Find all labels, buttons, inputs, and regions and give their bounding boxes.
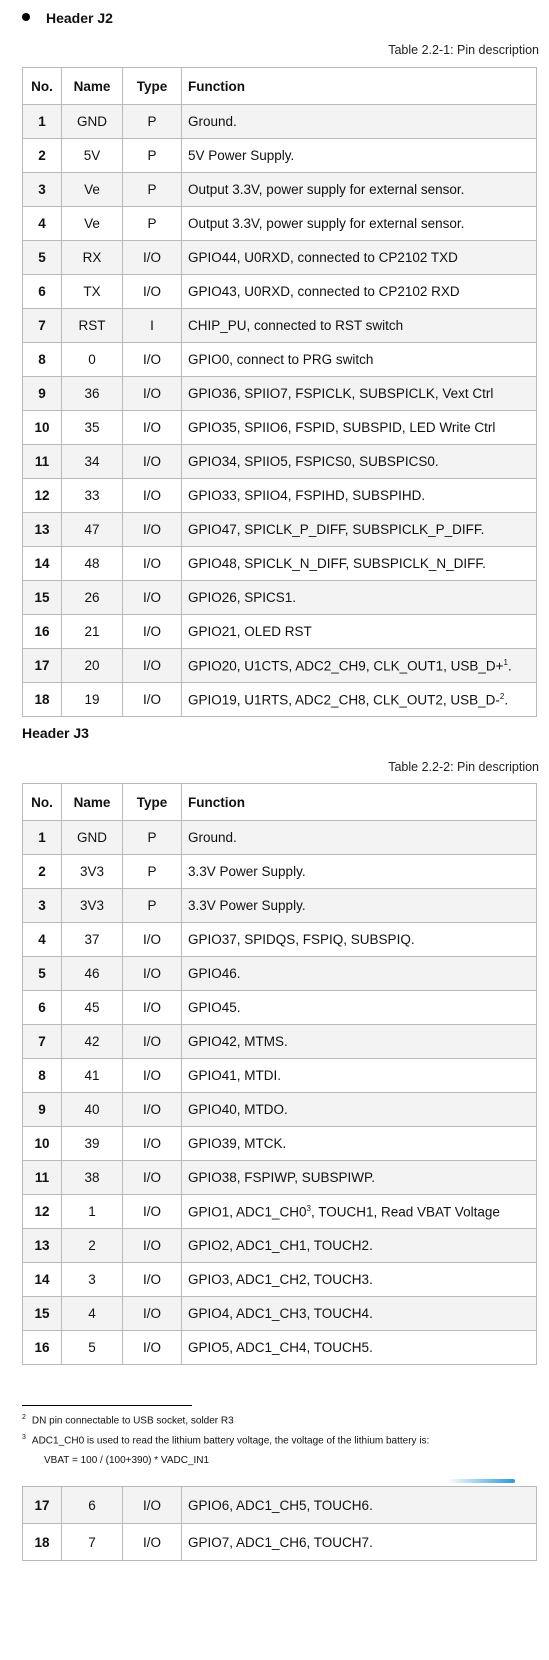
function-text: GPIO38, FSPIWP, SUBSPIWP. bbox=[188, 1170, 376, 1185]
function-text: GPIO2, ADC1_CH1, TOUCH2. bbox=[188, 1238, 373, 1253]
pin-function-cell bbox=[182, 479, 537, 513]
pin-type-cell: I/O bbox=[123, 1025, 182, 1059]
table-row bbox=[23, 855, 537, 889]
footnote-reference: 2 bbox=[499, 691, 505, 701]
pin-name-cell: 46 bbox=[62, 957, 123, 991]
column-header-no: No. bbox=[23, 68, 62, 105]
bullet-icon bbox=[22, 13, 30, 21]
pin-type-cell: I/O bbox=[123, 991, 182, 1025]
function-text: GPIO0, connect to PRG switch bbox=[188, 352, 374, 367]
function-text: GPIO4, ADC1_CH3, TOUCH4. bbox=[188, 1306, 373, 1321]
pin-type-cell: P bbox=[123, 889, 182, 923]
table-header-row bbox=[23, 68, 537, 105]
pin-type-cell: I/O bbox=[123, 343, 182, 377]
pin-name-cell: 1 bbox=[62, 1195, 123, 1229]
footnote-divider bbox=[22, 1405, 192, 1406]
table-row bbox=[23, 479, 537, 513]
pin-type-cell: P bbox=[123, 207, 182, 241]
table-row bbox=[23, 1524, 537, 1561]
footnote-2 bbox=[22, 1414, 234, 1426]
pin-function-cell bbox=[182, 309, 537, 343]
function-text: Output 3.3V, power supply for external sensor. bbox=[188, 216, 465, 231]
table-row bbox=[23, 139, 537, 173]
pin-name-cell: 5 bbox=[62, 1331, 123, 1365]
pin-function-cell bbox=[182, 377, 537, 411]
table-row bbox=[23, 411, 537, 445]
pin-type-cell: I/O bbox=[123, 1263, 182, 1297]
vbat-formula: VBAT = 100 / (100+390) * VADC_IN1 bbox=[44, 1455, 210, 1466]
function-text: GPIO48, SPICLK_N_DIFF, SUBSPICLK_N_DIFF. bbox=[188, 556, 486, 571]
function-text: GPIO33, SPIIO4, FSPIHD, SUBSPIHD. bbox=[188, 488, 426, 503]
pin-number-cell: 11 bbox=[23, 1161, 62, 1195]
pin-number-cell: 16 bbox=[23, 615, 62, 649]
pin-function-cell bbox=[182, 923, 537, 957]
pin-name-cell: 47 bbox=[62, 513, 123, 547]
pin-number-cell: 18 bbox=[23, 683, 62, 717]
pin-name-cell: RST bbox=[62, 309, 123, 343]
table-row bbox=[23, 1195, 537, 1229]
pin-name-cell: GND bbox=[62, 105, 123, 139]
pin-number-cell: 14 bbox=[23, 1263, 62, 1297]
pin-function-cell bbox=[182, 207, 537, 241]
footnote-reference: 3 bbox=[306, 1203, 311, 1213]
pin-function-cell bbox=[182, 615, 537, 649]
pin-type-cell: I/O bbox=[123, 411, 182, 445]
pin-type-cell: I/O bbox=[123, 377, 182, 411]
pin-type-cell: I/O bbox=[123, 1161, 182, 1195]
pin-function-cell bbox=[182, 547, 537, 581]
function-text: GPIO47, SPICLK_P_DIFF, SUBSPICLK_P_DIFF. bbox=[188, 522, 485, 537]
column-header-type: Type bbox=[123, 784, 182, 821]
column-header-name: Name bbox=[62, 68, 123, 105]
function-text: GPIO26, SPICS1. bbox=[188, 590, 297, 605]
pin-type-cell: P bbox=[123, 173, 182, 207]
table-row bbox=[23, 1263, 537, 1297]
pin-function-cell bbox=[182, 1229, 537, 1263]
pin-name-cell: 7 bbox=[62, 1524, 123, 1561]
pin-number-cell: 15 bbox=[23, 581, 62, 615]
pin-name-cell: 48 bbox=[62, 547, 123, 581]
table-row bbox=[23, 547, 537, 581]
pin-name-cell: 33 bbox=[62, 479, 123, 513]
pin-table-j3 bbox=[22, 783, 537, 1365]
table-row bbox=[23, 445, 537, 479]
table-row bbox=[23, 1025, 537, 1059]
function-text: Ground. bbox=[188, 830, 237, 845]
pin-type-cell: I/O bbox=[123, 1297, 182, 1331]
pin-type-cell: I/O bbox=[123, 1229, 182, 1263]
pin-name-cell: Ve bbox=[62, 207, 123, 241]
function-text: GPIO1, ADC1_CH0 bbox=[188, 1204, 307, 1220]
table-row bbox=[23, 821, 537, 855]
pin-name-cell: 2 bbox=[62, 1229, 123, 1263]
pin-table-j2 bbox=[22, 67, 537, 717]
pin-number-cell: 8 bbox=[23, 343, 62, 377]
pin-type-cell: I/O bbox=[123, 479, 182, 513]
function-text-suffix: , TOUCH1, Read VBAT Voltage bbox=[311, 1204, 500, 1220]
pin-number-cell: 14 bbox=[23, 547, 62, 581]
pin-number-cell: 7 bbox=[23, 309, 62, 343]
pin-number-cell: 2 bbox=[23, 855, 62, 889]
pin-name-cell: 36 bbox=[62, 377, 123, 411]
pin-type-cell: I/O bbox=[123, 1524, 182, 1561]
pin-function-cell bbox=[182, 1093, 537, 1127]
pin-name-cell: 19 bbox=[62, 683, 123, 717]
pin-number-cell: 18 bbox=[23, 1524, 62, 1561]
pin-name-cell: TX bbox=[62, 275, 123, 309]
table-row bbox=[23, 173, 537, 207]
pin-function-cell bbox=[182, 1059, 537, 1093]
footnote-mark: 3 bbox=[22, 1434, 26, 1441]
function-text: GPIO20, U1CTS, ADC2_CH9, CLK_OUT1, USB_D+ bbox=[188, 658, 504, 674]
footnote-3 bbox=[22, 1434, 429, 1446]
section-title-j2: Header J2 bbox=[46, 10, 113, 26]
pin-name-cell: 0 bbox=[62, 343, 123, 377]
table-row bbox=[23, 241, 537, 275]
column-header-function: Function bbox=[182, 784, 537, 821]
table-row bbox=[23, 513, 537, 547]
pin-type-cell: I/O bbox=[123, 513, 182, 547]
pin-name-cell: 42 bbox=[62, 1025, 123, 1059]
pin-type-cell: I/O bbox=[123, 241, 182, 275]
pin-type-cell: I/O bbox=[123, 1059, 182, 1093]
pin-number-cell: 11 bbox=[23, 445, 62, 479]
pin-number-cell: 12 bbox=[23, 1195, 62, 1229]
pin-type-cell: I/O bbox=[123, 923, 182, 957]
pin-name-cell: 39 bbox=[62, 1127, 123, 1161]
footnote-reference: 1 bbox=[503, 657, 508, 667]
function-text: GPIO37, SPIDQS, FSPIQ, SUBSPIQ. bbox=[188, 932, 415, 947]
pin-name-cell: 5V bbox=[62, 139, 123, 173]
pin-function-cell bbox=[182, 957, 537, 991]
pin-function-cell bbox=[182, 173, 537, 207]
pin-number-cell: 13 bbox=[23, 513, 62, 547]
function-text: GPIO7, ADC1_CH6, TOUCH7. bbox=[188, 1534, 373, 1550]
pin-function-cell bbox=[182, 683, 537, 717]
table-row bbox=[23, 1093, 537, 1127]
pin-name-cell: Ve bbox=[62, 173, 123, 207]
pin-type-cell: I/O bbox=[123, 275, 182, 309]
function-text: GPIO5, ADC1_CH4, TOUCH5. bbox=[188, 1340, 373, 1355]
table-row bbox=[23, 649, 537, 683]
pin-name-cell: 21 bbox=[62, 615, 123, 649]
pin-type-cell: I/O bbox=[123, 683, 182, 717]
table-row bbox=[23, 275, 537, 309]
pin-number-cell: 8 bbox=[23, 1059, 62, 1093]
function-text: GPIO43, U0RXD, connected to CP2102 RXD bbox=[188, 284, 460, 299]
pin-name-cell: 4 bbox=[62, 1297, 123, 1331]
table-row bbox=[23, 207, 537, 241]
pin-function-cell bbox=[182, 1025, 537, 1059]
table-row bbox=[23, 1161, 537, 1195]
pin-function-cell bbox=[182, 855, 537, 889]
pin-function-cell bbox=[182, 1297, 537, 1331]
pin-function-cell bbox=[182, 991, 537, 1025]
pin-name-cell: 35 bbox=[62, 411, 123, 445]
function-text: 3.3V Power Supply. bbox=[188, 898, 306, 913]
pin-function-cell bbox=[182, 1195, 537, 1229]
pin-type-cell: I/O bbox=[123, 957, 182, 991]
table-row bbox=[23, 1331, 537, 1365]
pin-number-cell: 4 bbox=[23, 207, 62, 241]
pin-name-cell: 26 bbox=[62, 581, 123, 615]
pin-function-cell bbox=[182, 581, 537, 615]
function-text: GPIO36, SPIIO7, FSPICLK, SUBSPICLK, Vext Ctrl bbox=[188, 386, 494, 401]
function-text: GPIO21, OLED RST bbox=[188, 624, 312, 639]
footnote-mark: 2 bbox=[22, 1414, 26, 1421]
function-text: GPIO40, MTDO. bbox=[188, 1102, 288, 1117]
column-header-type: Type bbox=[123, 68, 182, 105]
function-text-suffix: . bbox=[504, 692, 509, 708]
pin-name-cell: 6 bbox=[62, 1487, 123, 1524]
pin-number-cell: 10 bbox=[23, 411, 62, 445]
pin-name-cell: RX bbox=[62, 241, 123, 275]
pin-name-cell: 3 bbox=[62, 1263, 123, 1297]
table-row bbox=[23, 615, 537, 649]
table-row bbox=[23, 1297, 537, 1331]
table-row bbox=[23, 1127, 537, 1161]
pin-number-cell: 7 bbox=[23, 1025, 62, 1059]
pin-number-cell: 10 bbox=[23, 1127, 62, 1161]
table-row bbox=[23, 889, 537, 923]
table-row bbox=[23, 683, 537, 717]
pin-function-cell bbox=[182, 1263, 537, 1297]
table-row bbox=[23, 991, 537, 1025]
pin-number-cell: 3 bbox=[23, 173, 62, 207]
function-text: GPIO35, SPIIO6, FSPID, SUBSPID, LED Write Ctrl bbox=[188, 420, 496, 435]
function-text: GPIO46. bbox=[188, 966, 241, 981]
pin-number-cell: 9 bbox=[23, 377, 62, 411]
pin-number-cell: 9 bbox=[23, 1093, 62, 1127]
pin-number-cell: 17 bbox=[23, 1487, 62, 1524]
pin-type-cell: P bbox=[123, 855, 182, 889]
section-heading-j2 bbox=[22, 10, 113, 26]
pin-type-cell: I/O bbox=[123, 649, 182, 683]
function-text: Output 3.3V, power supply for external sensor. bbox=[188, 182, 465, 197]
pin-number-cell: 1 bbox=[23, 105, 62, 139]
pin-type-cell: I/O bbox=[123, 1195, 182, 1229]
footnote-text: ADC1_CH0 is used to read the lithium battery voltage, the voltage of the lithium battery is: bbox=[31, 1435, 430, 1447]
table-row bbox=[23, 581, 537, 615]
pin-type-cell: I/O bbox=[123, 581, 182, 615]
pin-number-cell: 16 bbox=[23, 1331, 62, 1365]
pin-type-cell: I/O bbox=[123, 445, 182, 479]
table-row bbox=[23, 377, 537, 411]
pin-name-cell: 38 bbox=[62, 1161, 123, 1195]
pin-function-cell bbox=[182, 1127, 537, 1161]
column-header-function: Function bbox=[182, 68, 537, 105]
pin-type-cell: P bbox=[123, 821, 182, 855]
pin-function-cell bbox=[182, 649, 537, 683]
footnote-text: DN pin connectable to USB socket, solder R3 bbox=[31, 1415, 234, 1427]
function-text: GPIO6, ADC1_CH5, TOUCH6. bbox=[188, 1497, 373, 1513]
pin-number-cell: 2 bbox=[23, 139, 62, 173]
pin-name-cell: 40 bbox=[62, 1093, 123, 1127]
pin-function-cell bbox=[182, 1524, 537, 1561]
pin-type-cell: P bbox=[123, 139, 182, 173]
function-text: GPIO19, U1RTS, ADC2_CH8, CLK_OUT2, USB_D- bbox=[188, 692, 500, 708]
pin-function-cell bbox=[182, 275, 537, 309]
pin-function-cell bbox=[182, 105, 537, 139]
column-header-no: No. bbox=[23, 784, 62, 821]
pin-number-cell: 12 bbox=[23, 479, 62, 513]
pin-name-cell: 34 bbox=[62, 445, 123, 479]
pin-number-cell: 6 bbox=[23, 991, 62, 1025]
pin-number-cell: 3 bbox=[23, 889, 62, 923]
pin-number-cell: 15 bbox=[23, 1297, 62, 1331]
pin-function-cell bbox=[182, 513, 537, 547]
pin-function-cell bbox=[182, 445, 537, 479]
pin-name-cell: 3V3 bbox=[62, 855, 123, 889]
function-text: 3.3V Power Supply. bbox=[188, 864, 306, 879]
table-row bbox=[23, 105, 537, 139]
table-row bbox=[23, 923, 537, 957]
function-text: GPIO41, MTDI. bbox=[188, 1068, 282, 1083]
table-row bbox=[23, 1487, 537, 1524]
table-row bbox=[23, 343, 537, 377]
pin-type-cell: I/O bbox=[123, 615, 182, 649]
pin-function-cell bbox=[182, 1487, 537, 1524]
pin-name-cell: GND bbox=[62, 821, 123, 855]
pin-number-cell: 6 bbox=[23, 275, 62, 309]
pin-type-cell: I/O bbox=[123, 1093, 182, 1127]
table-caption-j2: Table 2.2-1: Pin description bbox=[388, 43, 539, 57]
function-text: CHIP_PU, connected to RST switch bbox=[188, 318, 404, 333]
function-text: GPIO45. bbox=[188, 1000, 241, 1015]
page-corner-accent bbox=[447, 1479, 515, 1483]
table-row bbox=[23, 1059, 537, 1093]
pin-type-cell: I/O bbox=[123, 1487, 182, 1524]
pin-function-cell bbox=[182, 889, 537, 923]
pin-number-cell: 13 bbox=[23, 1229, 62, 1263]
function-text: GPIO34, SPIIO5, FSPICS0, SUBSPICS0. bbox=[188, 454, 439, 469]
function-text: GPIO44, U0RXD, connected to CP2102 TXD bbox=[188, 250, 458, 265]
pin-table-j3-continued bbox=[22, 1486, 537, 1561]
table-row bbox=[23, 957, 537, 991]
pin-number-cell: 5 bbox=[23, 957, 62, 991]
pin-type-cell: P bbox=[123, 105, 182, 139]
pin-name-cell: 20 bbox=[62, 649, 123, 683]
pin-function-cell bbox=[182, 139, 537, 173]
column-header-name: Name bbox=[62, 784, 123, 821]
pin-name-cell: 3V3 bbox=[62, 889, 123, 923]
function-text: GPIO3, ADC1_CH2, TOUCH3. bbox=[188, 1272, 373, 1287]
pin-number-cell: 5 bbox=[23, 241, 62, 275]
function-text: GPIO42, MTMS. bbox=[188, 1034, 288, 1049]
function-text: 5V Power Supply. bbox=[188, 148, 295, 163]
pin-function-cell bbox=[182, 411, 537, 445]
table-row bbox=[23, 309, 537, 343]
pin-type-cell: I/O bbox=[123, 1331, 182, 1365]
table-caption-j3: Table 2.2-2: Pin description bbox=[388, 760, 539, 774]
pin-type-cell: I/O bbox=[123, 547, 182, 581]
pin-function-cell bbox=[182, 1331, 537, 1365]
function-text: Ground. bbox=[188, 114, 237, 129]
pin-number-cell: 17 bbox=[23, 649, 62, 683]
pin-number-cell: 4 bbox=[23, 923, 62, 957]
pin-name-cell: 45 bbox=[62, 991, 123, 1025]
pin-function-cell bbox=[182, 1161, 537, 1195]
table-row bbox=[23, 1229, 537, 1263]
pin-type-cell: I bbox=[123, 309, 182, 343]
pin-type-cell: I/O bbox=[123, 1127, 182, 1161]
pin-function-cell bbox=[182, 821, 537, 855]
pin-number-cell: 1 bbox=[23, 821, 62, 855]
function-text: GPIO39, MTCK. bbox=[188, 1136, 287, 1151]
table-header-row bbox=[23, 784, 537, 821]
pin-function-cell bbox=[182, 241, 537, 275]
function-text-suffix: . bbox=[507, 658, 512, 674]
pin-name-cell: 37 bbox=[62, 923, 123, 957]
section-title-j3: Header J3 bbox=[22, 725, 89, 741]
pin-function-cell bbox=[182, 343, 537, 377]
pin-name-cell: 41 bbox=[62, 1059, 123, 1093]
